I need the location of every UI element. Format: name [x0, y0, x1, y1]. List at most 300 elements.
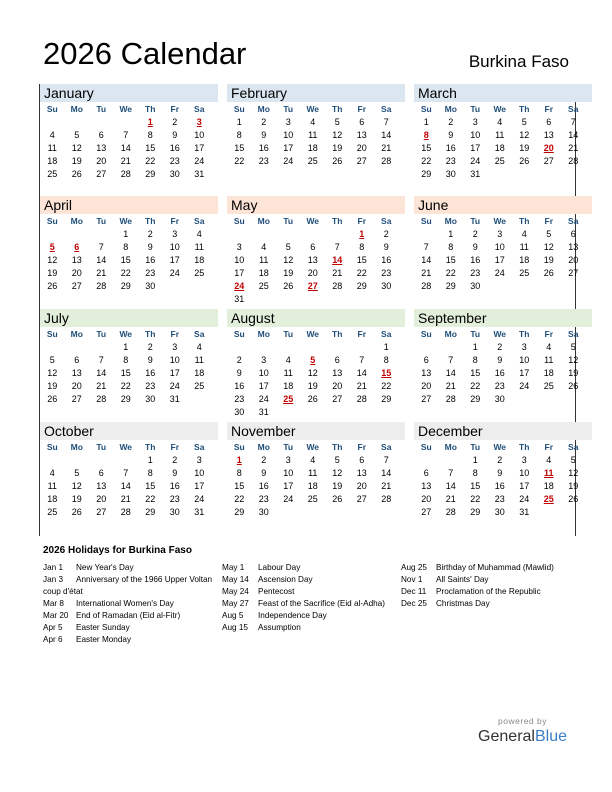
day-cell: 23: [234, 394, 245, 404]
weekday-label: Sa: [194, 442, 205, 452]
day-cell: 27: [356, 156, 367, 166]
empty-cell: [252, 293, 277, 306]
weekday-label: Sa: [194, 329, 205, 339]
day-cell: 9: [172, 130, 178, 140]
day-cell: 29: [234, 507, 245, 517]
day-cell: 5: [49, 242, 55, 252]
day-cell: 6: [570, 229, 576, 239]
day-cell: 22: [421, 156, 432, 166]
weekday-label: Th: [519, 104, 530, 114]
week-row: [40, 506, 218, 519]
day-cell: 22: [470, 494, 481, 504]
day-cell: 22: [145, 494, 156, 504]
day-cell: 27: [96, 507, 107, 517]
weekday-label: We: [119, 104, 133, 114]
day-cell: 20: [356, 481, 367, 491]
day-cell: 3: [172, 229, 178, 239]
day-cell: 18: [519, 255, 530, 265]
week-row: [227, 493, 405, 506]
holiday-item: [43, 562, 216, 574]
day-cell: 8: [359, 242, 365, 252]
day-cell: 23: [445, 156, 456, 166]
day-cell: 24: [283, 494, 294, 504]
weekday-header: [227, 440, 405, 454]
day-cell: 12: [47, 255, 58, 265]
day-cell: 13: [356, 130, 367, 140]
day-cell: 18: [543, 481, 554, 491]
day-cell: 27: [332, 394, 343, 404]
holiday-name: Proclamation of the Republic: [436, 587, 541, 596]
day-cell: 19: [47, 268, 58, 278]
day-cell: 19: [307, 381, 318, 391]
day-cell: 25: [283, 394, 294, 404]
day-cell: 19: [71, 156, 82, 166]
day-cell: 13: [543, 130, 554, 140]
day-cell: 25: [307, 494, 318, 504]
day-cell: 11: [194, 355, 204, 365]
day-cell: 17: [234, 268, 245, 278]
empty-cell: [350, 293, 375, 306]
day-cell: 11: [308, 468, 318, 478]
empty-cell: [374, 406, 399, 419]
weekday-label: We: [306, 442, 320, 452]
day-cell: 8: [448, 242, 454, 252]
day-cell: 9: [147, 242, 153, 252]
day-cell: 24: [470, 156, 481, 166]
week-row: [227, 241, 405, 254]
week-row: [227, 142, 405, 155]
empty-cell: [187, 393, 212, 406]
week-row: [414, 280, 592, 293]
day-cell: 1: [423, 117, 429, 127]
day-cell: 25: [307, 156, 318, 166]
empty-cell: [89, 454, 114, 467]
day-cell: 19: [568, 368, 579, 378]
day-cell: 10: [169, 242, 180, 252]
weekday-label: Sa: [194, 216, 205, 226]
month-april: [40, 196, 218, 293]
day-cell: 17: [519, 368, 530, 378]
day-cell: 19: [47, 381, 58, 391]
holiday-item: [222, 574, 393, 586]
day-cell: 14: [96, 368, 107, 378]
weekday-header: [414, 102, 592, 116]
weekday-label: Mo: [257, 329, 270, 339]
weekday-label: Su: [420, 216, 432, 226]
day-cell: 4: [310, 455, 316, 465]
day-cell: 12: [543, 242, 554, 252]
holiday-date: Jan 1: [43, 563, 64, 572]
day-cell: 13: [332, 368, 343, 378]
month-name: January: [40, 84, 218, 102]
day-cell: 20: [307, 268, 318, 278]
day-cell: 19: [519, 143, 530, 153]
day-cell: 31: [169, 394, 180, 404]
day-cell: 30: [234, 407, 245, 417]
holiday-name: Easter Monday: [76, 635, 132, 644]
day-cell: 21: [381, 143, 392, 153]
day-cell: 21: [356, 381, 367, 391]
week-row: [40, 493, 218, 506]
day-cell: 24: [169, 381, 180, 391]
holiday-date: May 1: [222, 563, 245, 572]
day-cell: 24: [519, 494, 530, 504]
day-cell: 24: [169, 268, 180, 278]
weekday-label: Th: [519, 442, 530, 452]
day-cell: 22: [445, 268, 456, 278]
empty-cell: [114, 454, 139, 467]
empty-cell: [488, 168, 513, 181]
day-cell: 23: [494, 381, 505, 391]
holiday-name: Feast of the Sacrifice (Eid al-Adha): [258, 599, 385, 608]
week-row: [40, 393, 218, 406]
weekday-label: We: [119, 442, 133, 452]
holiday-name: New Year's Day: [76, 563, 134, 572]
weekday-label: Fr: [544, 104, 553, 114]
empty-cell: [414, 454, 439, 467]
holiday-name: Labour Day: [258, 563, 301, 572]
day-cell: 5: [74, 130, 80, 140]
day-cell: 6: [423, 355, 429, 365]
empty-cell: [561, 506, 586, 519]
day-cell: 19: [568, 481, 579, 491]
week-row: [227, 341, 405, 354]
day-cell: 24: [494, 268, 505, 278]
day-cell: 12: [519, 130, 530, 140]
day-cell: 20: [356, 143, 367, 153]
day-cell: 2: [497, 342, 503, 352]
day-cell: 3: [196, 455, 202, 465]
empty-cell: [414, 341, 439, 354]
empty-cell: [276, 406, 301, 419]
day-cell: 29: [120, 281, 131, 291]
day-cell: 28: [421, 281, 432, 291]
empty-cell: [252, 341, 277, 354]
day-cell: 14: [120, 143, 131, 153]
day-cell: 12: [71, 481, 82, 491]
day-cell: 6: [423, 468, 429, 478]
empty-cell: [301, 406, 326, 419]
day-cell: 21: [332, 268, 343, 278]
holiday-date: May 27: [222, 599, 249, 608]
weekday-label: Mo: [70, 104, 83, 114]
day-cell: 19: [332, 481, 343, 491]
day-cell: 21: [120, 156, 131, 166]
day-cell: 20: [421, 494, 432, 504]
day-cell: 20: [543, 143, 554, 153]
day-cell: 16: [470, 255, 481, 265]
day-cell: 24: [283, 156, 294, 166]
holiday-item: [43, 622, 216, 634]
holiday-item: [401, 598, 604, 610]
day-cell: 15: [120, 368, 131, 378]
day-cell: 6: [74, 355, 80, 365]
day-cell: 12: [47, 368, 58, 378]
day-cell: 4: [497, 117, 503, 127]
weekday-label: Th: [332, 104, 343, 114]
day-cell: 30: [381, 281, 392, 291]
week-row: [40, 228, 218, 241]
empty-cell: [439, 341, 464, 354]
weekday-header: [414, 214, 592, 228]
brand-logo[interactable]: [478, 716, 567, 746]
day-cell: 4: [285, 355, 291, 365]
day-cell: 20: [421, 381, 432, 391]
month-name: April: [40, 196, 218, 214]
day-cell: 28: [568, 156, 579, 166]
week-row: [227, 367, 405, 380]
weekday-label: We: [306, 329, 320, 339]
day-cell: 24: [194, 156, 205, 166]
weekday-header: [227, 327, 405, 341]
day-cell: 16: [494, 481, 505, 491]
weekday-label: Sa: [568, 216, 579, 226]
month-january: [40, 84, 218, 181]
week-row: [40, 142, 218, 155]
week-row: [414, 168, 592, 181]
weekday-label: Th: [332, 329, 343, 339]
weekday-label: We: [119, 216, 133, 226]
weekday-label: Fr: [357, 329, 366, 339]
day-cell: 16: [169, 481, 180, 491]
weekday-label: Su: [46, 104, 58, 114]
empty-cell: [65, 341, 90, 354]
month-name: November: [227, 422, 405, 440]
day-cell: 9: [261, 468, 267, 478]
day-cell: 12: [568, 468, 579, 478]
day-cell: 1: [236, 117, 242, 127]
empty-cell: [414, 228, 439, 241]
day-cell: 8: [472, 468, 478, 478]
day-cell: 2: [261, 455, 267, 465]
weekday-label: Tu: [470, 104, 481, 114]
day-cell: 8: [123, 355, 129, 365]
empty-cell: [40, 341, 65, 354]
day-cell: 31: [470, 169, 481, 179]
week-row: [40, 241, 218, 254]
empty-cell: [276, 506, 301, 519]
day-cell: 8: [123, 242, 129, 252]
month-name: March: [414, 84, 592, 102]
weekday-label: Mo: [444, 216, 457, 226]
holiday-item: [43, 574, 216, 598]
empty-cell: [65, 454, 90, 467]
day-cell: 2: [261, 117, 267, 127]
day-cell: 30: [169, 507, 180, 517]
day-cell: 16: [145, 255, 156, 265]
holiday-item: [401, 562, 604, 574]
weekday-label: Fr: [170, 329, 179, 339]
day-cell: 26: [47, 394, 58, 404]
weekday-label: Sa: [381, 104, 392, 114]
day-cell: 1: [123, 229, 129, 239]
week-row: [227, 293, 405, 306]
day-cell: 28: [381, 156, 392, 166]
empty-cell: [325, 293, 350, 306]
day-cell: 17: [194, 481, 205, 491]
day-cell: 26: [71, 507, 82, 517]
day-cell: 12: [71, 143, 82, 153]
day-cell: 9: [472, 242, 478, 252]
day-cell: 25: [194, 381, 205, 391]
holiday-item: [401, 586, 604, 598]
holiday-date: Apr 5: [43, 623, 63, 632]
holidays-title: 2026 Holidays for Burkina Faso: [43, 545, 192, 556]
day-cell: 29: [381, 394, 392, 404]
weekday-label: Su: [233, 442, 245, 452]
day-cell: 28: [445, 394, 456, 404]
weekday-label: Fr: [357, 216, 366, 226]
day-cell: 9: [147, 355, 153, 365]
week-row: [40, 480, 218, 493]
day-cell: 6: [98, 468, 104, 478]
day-cell: 23: [258, 494, 269, 504]
day-cell: 30: [470, 281, 481, 291]
day-cell: 15: [234, 143, 245, 153]
day-cell: 27: [421, 507, 432, 517]
day-cell: 26: [519, 156, 530, 166]
day-cell: 8: [147, 468, 153, 478]
day-cell: 24: [519, 381, 530, 391]
day-cell: 18: [258, 268, 269, 278]
empty-cell: [561, 393, 586, 406]
day-cell: 6: [98, 130, 104, 140]
day-cell: 19: [332, 143, 343, 153]
weekday-label: Fr: [170, 104, 179, 114]
weekday-label: Tu: [470, 216, 481, 226]
day-cell: 2: [448, 117, 454, 127]
week-row: [40, 380, 218, 393]
day-cell: 25: [47, 169, 58, 179]
week-row: [414, 228, 592, 241]
day-cell: 4: [196, 229, 202, 239]
weekday-label: We: [306, 216, 320, 226]
day-cell: 22: [470, 381, 481, 391]
powered-by-text: powered by: [498, 716, 547, 726]
day-cell: 9: [172, 468, 178, 478]
day-cell: 29: [145, 507, 156, 517]
day-cell: 15: [470, 368, 481, 378]
day-cell: 14: [381, 468, 392, 478]
day-cell: 13: [96, 481, 107, 491]
day-cell: 27: [421, 394, 432, 404]
holiday-date: Dec 11: [401, 587, 427, 596]
empty-cell: [276, 228, 301, 241]
day-cell: 23: [494, 494, 505, 504]
day-cell: 18: [307, 143, 318, 153]
day-cell: 18: [47, 494, 58, 504]
weekday-label: Fr: [170, 216, 179, 226]
day-cell: 31: [194, 169, 205, 179]
day-cell: 13: [421, 481, 432, 491]
empty-cell: [325, 406, 350, 419]
day-cell: 17: [283, 143, 294, 153]
day-cell: 30: [145, 394, 156, 404]
page-title: 2026 Calendar: [43, 36, 247, 71]
weekday-label: Sa: [568, 442, 579, 452]
day-cell: 15: [120, 255, 131, 265]
holiday-item: [222, 598, 393, 610]
day-cell: 11: [544, 355, 554, 365]
holiday-column: [222, 562, 393, 634]
day-cell: 20: [568, 255, 579, 265]
day-cell: 4: [546, 342, 552, 352]
week-row: [40, 116, 218, 129]
day-cell: 7: [123, 468, 129, 478]
day-cell: 13: [71, 368, 82, 378]
day-cell: 10: [283, 468, 294, 478]
day-cell: 16: [494, 368, 505, 378]
day-cell: 14: [381, 130, 392, 140]
month-name: February: [227, 84, 405, 102]
day-cell: 24: [258, 394, 269, 404]
day-cell: 15: [381, 368, 392, 378]
week-row: [414, 341, 592, 354]
weekday-label: Fr: [170, 442, 179, 452]
empty-cell: [89, 341, 114, 354]
weekday-label: Th: [145, 329, 156, 339]
day-cell: 19: [283, 268, 294, 278]
day-cell: 5: [334, 455, 340, 465]
week-row: [40, 280, 218, 293]
day-cell: 3: [472, 117, 478, 127]
day-cell: 11: [259, 255, 269, 265]
day-cell: 17: [258, 381, 269, 391]
empty-cell: [40, 116, 65, 129]
holiday-date: Apr 6: [43, 635, 63, 644]
day-cell: 9: [261, 130, 267, 140]
weekday-label: Tu: [470, 442, 481, 452]
day-cell: 2: [172, 455, 178, 465]
day-cell: 10: [519, 468, 530, 478]
week-row: [40, 341, 218, 354]
day-cell: 7: [383, 455, 389, 465]
weekday-label: Su: [46, 329, 58, 339]
weekday-label: Sa: [568, 329, 579, 339]
day-cell: 7: [334, 242, 340, 252]
holiday-name: Pentecost: [258, 587, 295, 596]
day-cell: 13: [568, 242, 579, 252]
day-cell: 30: [494, 507, 505, 517]
week-row: [227, 254, 405, 267]
week-row: [414, 116, 592, 129]
weekday-header: [40, 214, 218, 228]
holiday-item: [222, 586, 393, 598]
weekday-header: [414, 327, 592, 341]
day-cell: 14: [96, 255, 107, 265]
day-cell: 14: [445, 368, 456, 378]
empty-cell: [301, 228, 326, 241]
week-row: [414, 380, 592, 393]
week-row: [414, 155, 592, 168]
calendar-grid: [39, 84, 579, 536]
day-cell: 30: [445, 169, 456, 179]
week-row: [227, 467, 405, 480]
day-cell: 1: [147, 117, 153, 127]
day-cell: 5: [49, 355, 55, 365]
day-cell: 2: [147, 229, 153, 239]
day-cell: 12: [307, 368, 318, 378]
week-row: [414, 506, 592, 519]
day-cell: 23: [145, 381, 156, 391]
weekday-label: Th: [332, 442, 343, 452]
day-cell: 14: [332, 255, 343, 265]
month-june: [414, 196, 592, 293]
day-cell: 1: [123, 342, 129, 352]
day-cell: 31: [258, 407, 269, 417]
month-july: [40, 309, 218, 406]
weekday-header: [40, 327, 218, 341]
